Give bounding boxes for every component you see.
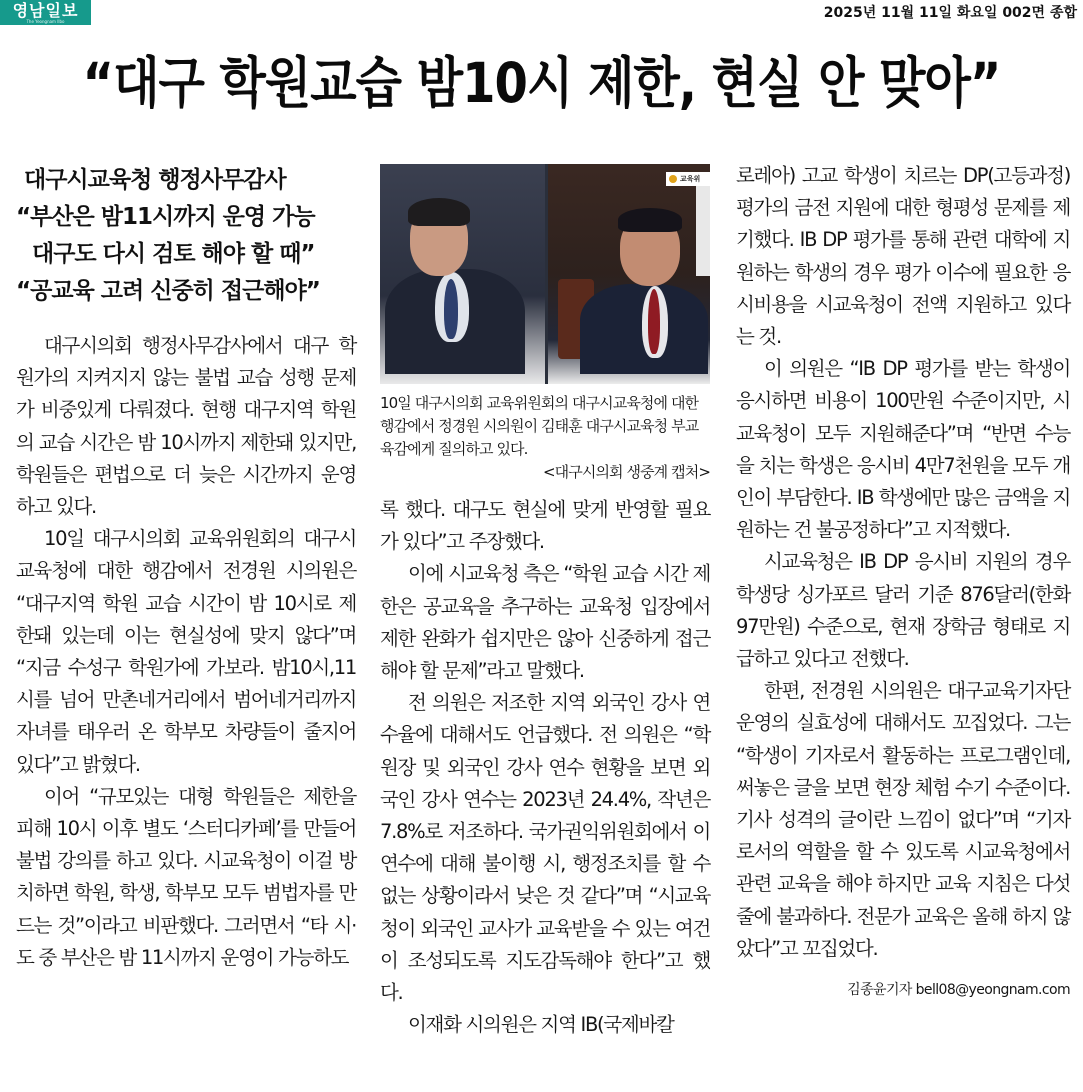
article-body-col3 — [736, 160, 1070, 965]
paragraph: 이재화 시의원은 지역 IB(국제바칼 — [408, 1013, 674, 1037]
photo-figure — [648, 289, 660, 354]
byline: 김종윤기자 bell08@yeongnam.com — [847, 982, 1070, 999]
paragraph: 시교육청은 IB DP 응시비 지원의 경우 학생당 싱가포르 달러 기준 876달러(한화 97만원) 수준으로, 현재 장학금 형태로 지급하고 있다고 전했다. — [736, 550, 1070, 671]
paragraph: 로레아) 고교 학생이 치르는 DP(고등과정) 평가의 금전 지원에 대한 형평성 문제를 제기했다. IB DP 평가를 통해 관련 대학에 지원하는 학생의 경우 평가 이수에 필요한 응시비용을 시교육청이 전액 지원하고 있다는 것. — [736, 164, 1070, 349]
paragraph: 한편, 전경원 시의원은 대구교육기자단 운영의 실효성에 대해서도 꼬집었다. 그는 “학생이 기자로서 활동하는 프로그램인데, 써놓은 글을 보면 현장 체험 수기 수준이다. 기사 성격의 글이란 느낌이 없다”며 “기자로서의 역할을 할 수 있도록 시교육청에서 관련 교육을 해야 하지만 교육 지침은 다섯 줄에 불과하다. 전문가 교육은 올해 하지 않았다”고 꼬집었다. — [736, 679, 1070, 960]
column-1 — [16, 160, 356, 974]
dateline: 2025년 11월 11일 화요일 002면 종합 — [823, 5, 1077, 21]
column-3 — [736, 160, 1070, 999]
broadcast-badge: 교육위 — [666, 172, 710, 186]
subhead: “부산은 밤11시까지 운영 가능 — [16, 204, 315, 230]
subhead: 대구시교육청 행정사무감사 — [24, 167, 286, 193]
headline: “대구 학원교습 밤10시 제한, 현실 안 맞아” — [82, 51, 1001, 116]
broadcast-strip — [696, 186, 710, 276]
subhead: 대구도 다시 검토 해야 할 때” — [32, 241, 315, 267]
column-2 — [380, 160, 710, 1041]
photo-figure — [618, 208, 682, 232]
paragraph: 이어 “규모있는 대형 학원들은 제한을 피해 10시 이후 별도 ‘스터디카페’를 만들어 불법 강의를 하고 있다. 시교육청이 이걸 방치하면 학원, 학생, 학부모 모두 범법자를 만드는 것”이라고 비판했다. 그러면서 “타 시·도 중 부산은 밤 11시까지 운영이 가능하도 — [16, 784, 356, 969]
paragraph: 전 의원은 저조한 지역 외국인 강사 연수율에 대해서도 언급했다. 전 의원은 “학원장 및 외국인 강사 연수 현황을 보면 외국인 강사 연수는 2023년 24.4%, 작년은 7.8%로 저조하다. 국가권익위원회에서 이 연수에 대해 불이행 시, 행정조치를 할 수 없는 상황이라서 낮은 것 같다”며 “시교육청이 외국인 교사가 교육받을 수 있는 여건이 조성되도록 지도감독해야 한다”고 했다. — [380, 691, 710, 1005]
subheads — [16, 162, 356, 310]
paragraph: 10일 대구시의회 교육위원회의 대구시교육청에 대한 행감에서 전경원 시의원은 “대구지역 학원 교습 시간이 밤 10시로 제한돼 있는데 이는 현실성에 맞지 않다”며 “지금 수성구 학원가에 가보라. 밤10시,11시를 넘어 만촌네거리에서 범어네거리까지 자녀를 태우러 온 학부모 차량들이 줄지어 있다”고 밝혔다. — [16, 527, 356, 776]
article-body-col2 — [380, 494, 710, 1041]
paragraph: 이 의원은 “IB DP 평가를 받는 학생이 응시하면 비용이 100만원 수준이지만, 시교육청이 모두 지원해준다”며 “반면 수능을 치는 학생은 응시비 4만7천원을 모두 개인이 부담한다. IB 학생에만 많은 금액을 지원하는 건 불공정하다”고 지적했다. — [736, 357, 1070, 542]
paragraph: 대구시의회 행정사무감사에서 대구 학원가의 지켜지지 않는 불법 교습 성행 문제가 비중있게 다뤄졌다. 현행 대구지역 학원의 교습 시간은 밤 10시까지 제한돼 있지만, 학원들은 편법으로 더 늦은 시간까지 운영하고 있다. — [16, 334, 356, 519]
paragraph: 이에 시교육청 측은 “학원 교습 시간 제한은 공교육을 추구하는 교육청 입장에서 제한 완화가 쉽지만은 않아 신중하게 접근해야 할 문제”라고 말했다. — [380, 562, 710, 683]
paragraph: 록 했다. 대구도 현실에 맞게 반영할 필요가 있다”고 주장했다. — [380, 498, 710, 554]
logo-subtitle: The Yeongnam Ilbo — [26, 19, 65, 24]
subhead: “공교육 고려 신중히 접근해야” — [16, 278, 320, 304]
news-photo — [380, 164, 710, 384]
caption-text: 10일 대구시의회 교육위원회의 대구시교육청에 대한 행감에서 정경원 시의원이 김태훈 대구시교육청 부교육감에게 질의하고 있다. — [380, 394, 699, 458]
newspaper-logo — [0, 0, 91, 25]
photo-figure — [444, 279, 458, 339]
photo-credit: <대구시의회 생중계 캡처> — [543, 463, 710, 481]
photo-figure — [408, 198, 470, 226]
article-body-col1 — [16, 330, 356, 974]
photo-caption — [380, 392, 710, 484]
logo-text: 영남일보 — [12, 1, 79, 20]
